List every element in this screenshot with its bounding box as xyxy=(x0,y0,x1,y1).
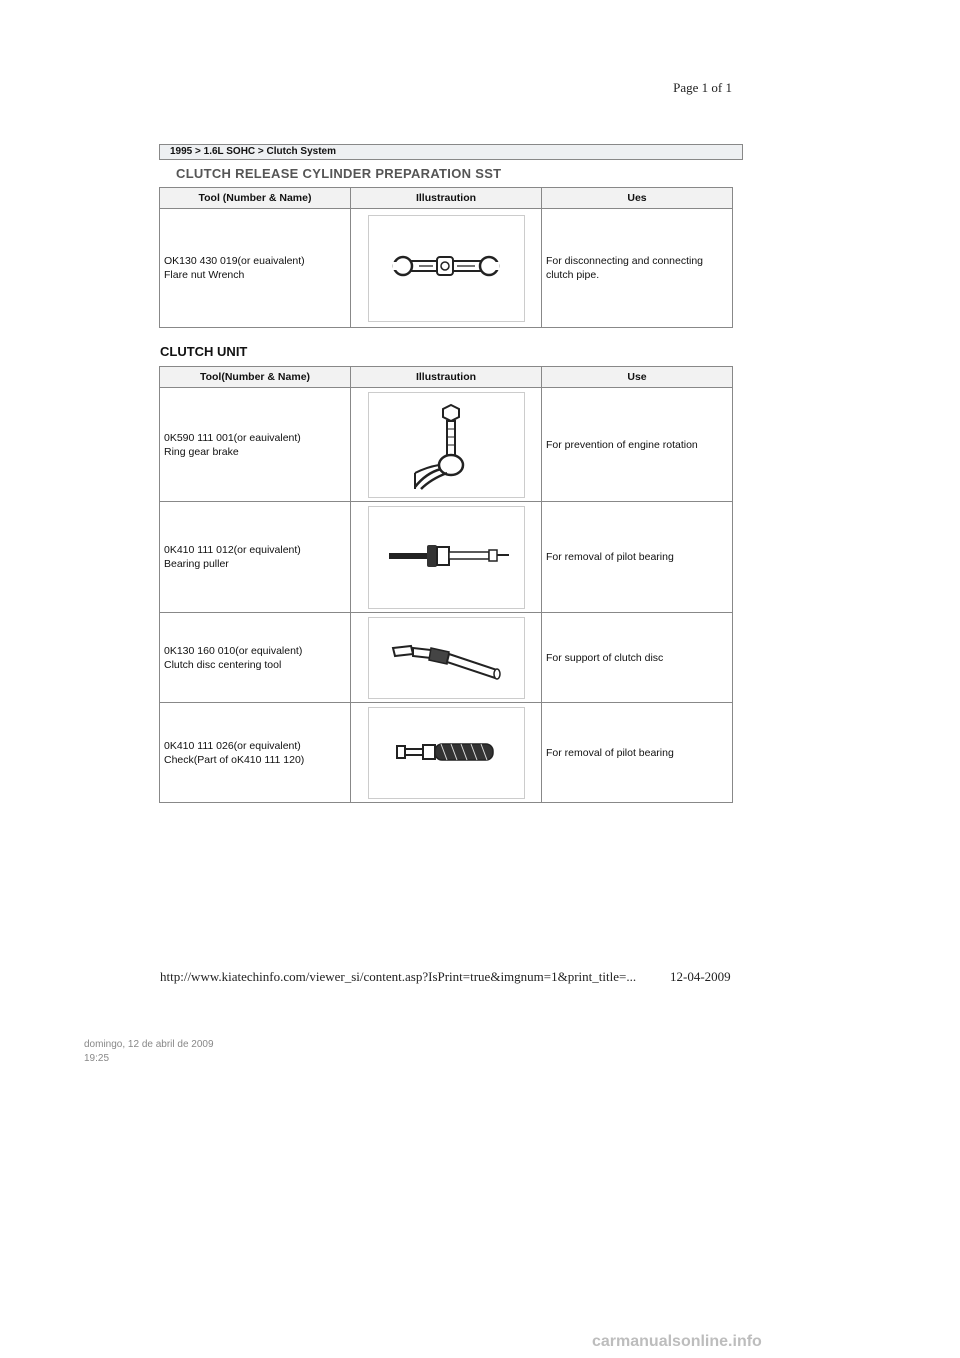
use-cell: For support of clutch disc xyxy=(542,613,733,703)
table-header-row xyxy=(160,367,733,388)
section-title-clutch-unit: CLUTCH UNIT xyxy=(160,344,248,359)
table-row xyxy=(160,613,733,703)
watermark: carmanualsonline.info xyxy=(592,1333,762,1350)
footer-date: 12-04-2009 xyxy=(670,969,731,984)
illustration-cell xyxy=(351,613,542,703)
illustration-cell xyxy=(351,502,542,613)
clutch-unit-tool-table xyxy=(159,366,733,803)
table-header-row xyxy=(160,188,733,209)
tool-cell xyxy=(160,502,351,613)
bearing-puller-illustration xyxy=(368,506,525,609)
use-cell: For disconnecting and connecting clutch pipe. xyxy=(542,209,733,328)
tool-number: 0K410 111 026(or equivalent) xyxy=(164,739,301,752)
section-title-release-cylinder: CLUTCH RELEASE CYLINDER PREPARATION SST xyxy=(176,166,502,181)
use-cell: For prevention of engine rotation xyxy=(542,388,733,502)
column-header-tool: Tool(Number & Name) xyxy=(160,367,351,388)
illustration-cell xyxy=(351,703,542,803)
use-cell: For removal of pilot bearing xyxy=(542,502,733,613)
tool-name: Ring gear brake xyxy=(164,445,239,458)
tool-cell xyxy=(160,613,351,703)
tool-number: 0K590 111 001(or eauivalent) xyxy=(164,431,301,444)
tool-cell xyxy=(160,703,351,803)
flare-nut-wrench-illustration xyxy=(368,215,525,322)
tool-cell xyxy=(160,209,351,328)
release-cylinder-tool-table xyxy=(159,187,733,328)
table-row xyxy=(160,502,733,613)
column-header-use: Use xyxy=(542,367,733,388)
illustration-cell xyxy=(351,388,542,502)
table-row xyxy=(160,703,733,803)
tool-number: 0K130 160 010(or equivalent) xyxy=(164,644,303,657)
check-tool-illustration xyxy=(368,707,525,799)
table-row xyxy=(160,388,733,502)
ring-gear-brake-illustration xyxy=(368,392,525,498)
table-row xyxy=(160,209,733,328)
tool-number: 0K410 111 012(or equivalent) xyxy=(164,544,301,556)
tool-name: Bearing puller xyxy=(164,558,229,570)
timestamp-time: 19:25 xyxy=(84,1053,110,1064)
page-number: Page 1 of 1 xyxy=(673,80,732,95)
footer-url: http://www.kiatechinfo.com/viewer_si/content.asp?IsPrint=true&imgnum=1&print_title=... xyxy=(160,969,637,984)
tool-cell xyxy=(160,388,351,502)
column-header-tool: Tool (Number & Name) xyxy=(160,188,351,209)
centering-tool-illustration xyxy=(368,617,525,699)
breadcrumb: 1995 > 1.6L SOHC > Clutch System xyxy=(159,144,743,160)
illustration-cell xyxy=(351,209,542,328)
column-header-illustration: Illustraution xyxy=(351,188,542,209)
timestamp-date: domingo, 12 de abril de 2009 xyxy=(84,1039,214,1050)
column-header-use: Ues xyxy=(542,188,733,209)
use-cell: For removal of pilot bearing xyxy=(542,703,733,803)
column-header-illustration: Illustraution xyxy=(351,367,542,388)
tool-number: OK130 430 019(or euaivalent) xyxy=(164,255,305,267)
tool-name: Clutch disc centering tool xyxy=(164,658,282,671)
tool-name: Check(Part of oK410 111 120) xyxy=(164,753,305,766)
tool-name: Flare nut Wrench xyxy=(164,269,245,281)
